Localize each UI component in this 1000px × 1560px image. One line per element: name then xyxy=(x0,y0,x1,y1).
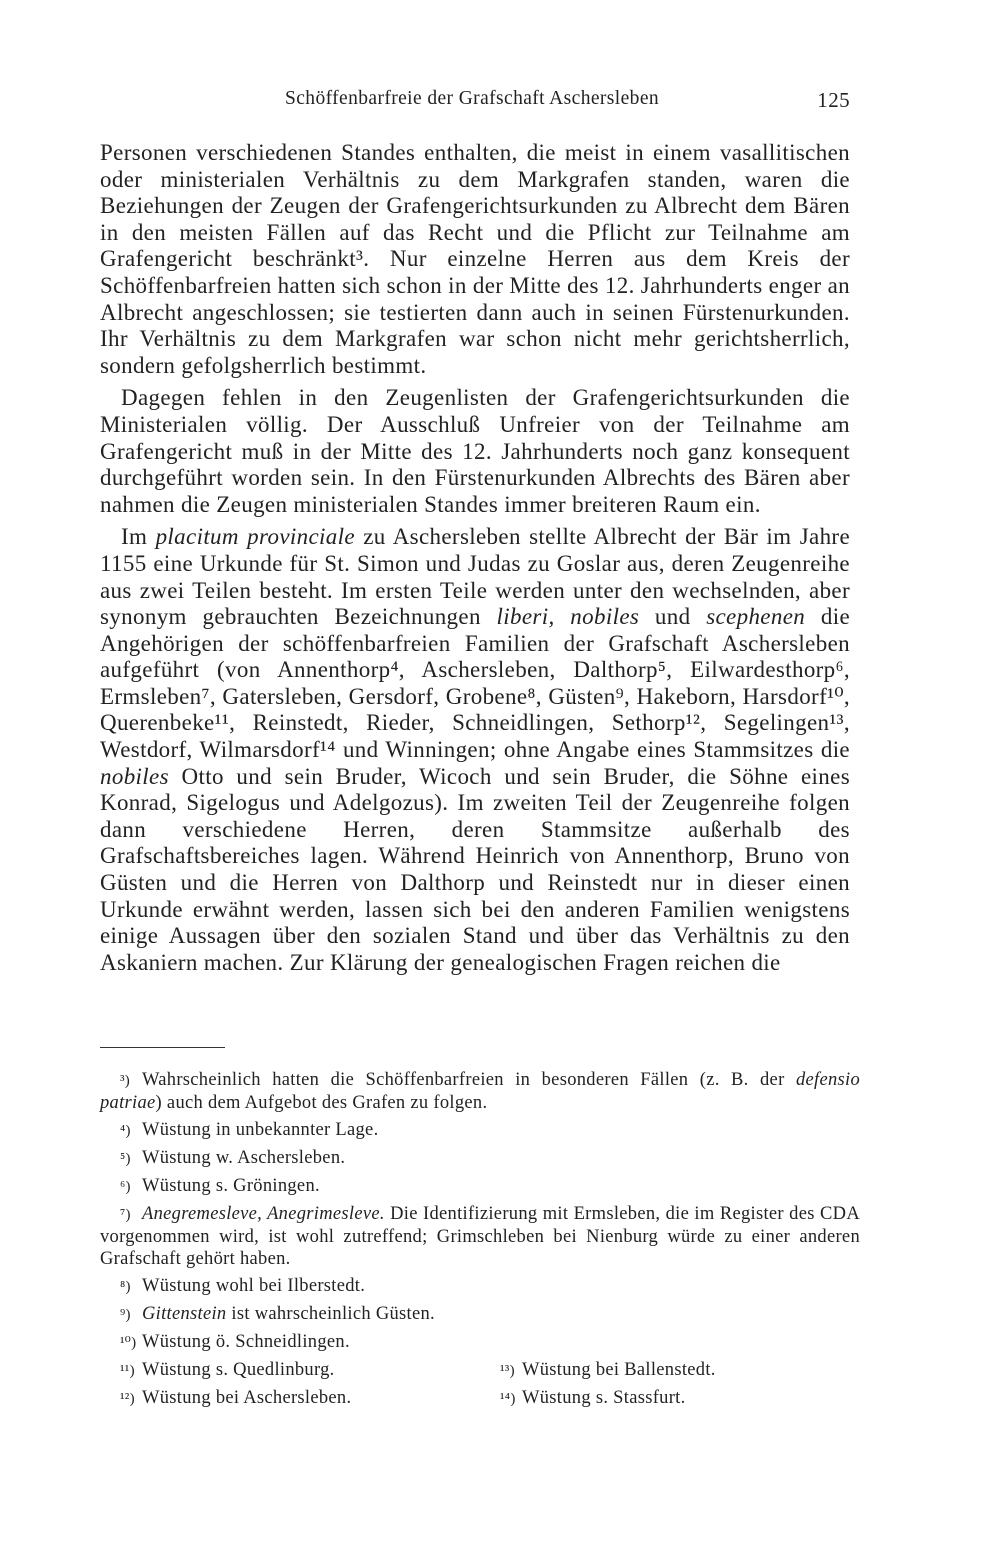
footnote-12 xyxy=(100,1387,480,1410)
main-text xyxy=(100,140,850,976)
footnote-text: Wahrscheinlich hatten die Schöffenbarfreien in besonderen Fällen (z. B. der xyxy=(142,1070,796,1090)
footnote-7 xyxy=(100,1203,860,1270)
footnote-text: ) auch dem Aufgebot des Grafen zu folgen. xyxy=(155,1093,488,1113)
footnote-number: ¹⁰) xyxy=(120,1335,137,1351)
paragraph-3-text-5: Otto und sein Bruder, Wicoch und sein Bruder, die Söhne eines Konrad, Sigelogus und Adelgozus). Im zweiten Teil der Zeugenreihe folgen dann verschiedene Herren, deren Stammsitze außerhalb des Grafschaftsbereiches lagen. Während Heinrich von Annenthorp, Bruno von Güsten und die Herren von Dalthorp und Reinstedt nur in dieser einen Urkunde erwähnt werden, lassen sich bei den anderen Familien wenigstens einige Aussagen über den sozialen Stand und über das Verhältnis zu den Askaniern machen. Zur Klärung der genealogischen Fragen reichen die xyxy=(100,763,850,975)
footnote-4 xyxy=(100,1119,860,1142)
paragraph-3-text-1: Im xyxy=(121,524,156,550)
footnote-text: Wüstung s. Stassfurt. xyxy=(522,1388,686,1408)
footnote-number: ¹¹) xyxy=(120,1363,135,1379)
footnote-9 xyxy=(100,1303,860,1326)
footnote-text: Die Identifizierung mit Ermsleben, die im Register des CDA vorgenommen wird, ist wohl zutreffend; Grimschleben bei Nienburg würde zu einer anderen Grafschaft gehört haben. xyxy=(100,1204,861,1269)
paragraph-3-text-2: zu Aschersleben stellte Albrecht der Bär im Jahre 1155 eine Urkunde für St. Simon und Judas zu Goslar aus, deren Zeugenreihe aus zwei Teilen besteht. Im ersten Teile werden unter den wechselnden, aber synonym gebrauchten Bezeichnungen xyxy=(100,524,851,630)
footnote-italic: Gittenstein xyxy=(142,1304,227,1324)
footnote-number: ³) xyxy=(120,1073,131,1089)
footnote-6 xyxy=(100,1175,860,1198)
paragraph-3-italic-1: placitum provinciale xyxy=(155,524,355,550)
footnote-text: Wüstung ö. Schneidlingen. xyxy=(142,1332,350,1352)
footnote-number: ¹⁴) xyxy=(500,1391,516,1407)
footnote-number: ¹²) xyxy=(120,1391,135,1407)
footnote-italic: defensio patriae xyxy=(100,1070,860,1113)
footnote-text: Wüstung wohl bei Ilberstedt. xyxy=(142,1276,366,1296)
footnote-text: Wüstung w. Aschersleben. xyxy=(142,1148,346,1168)
paragraph-3-italic-2: liberi, nobiles xyxy=(496,604,640,630)
footnote-italic: Anegremesleve, Anegrimesleve. xyxy=(142,1204,385,1224)
footnote-13 xyxy=(480,1359,860,1382)
footnote-text: ist wahrscheinlich Güsten. xyxy=(226,1304,435,1324)
footnote-number: ⁸) xyxy=(120,1279,131,1295)
paragraph-3-italic-3: scephenen xyxy=(706,604,806,630)
page-header xyxy=(100,88,850,124)
paragraph-2: Dagegen fehlen in den Zeugenlisten der Grafengerichtsurkunden die Ministerialen völlig. Der Ausschluß Unfreier von der Teilnahme am Grafengericht muß in der Mitte des 12. Jahrhunderts noch ganz konsequent durchgeführt worden sein. In den Fürstenurkunden Albrechts des Bären aber nahmen die Zeugen ministerialen Standes immer breiteren Raum ein. xyxy=(100,385,850,517)
page-number: 125 xyxy=(817,88,850,112)
footnotes xyxy=(100,1069,860,1415)
footnote-row xyxy=(100,1387,860,1410)
footnote-text: Wüstung s. Gröningen. xyxy=(142,1176,320,1196)
footnote-11 xyxy=(100,1359,480,1382)
footnote-3 xyxy=(100,1069,860,1114)
footnote-14 xyxy=(480,1387,860,1410)
footnote-number: ⁷) xyxy=(120,1207,131,1223)
footnote-number: ⁹) xyxy=(120,1307,131,1323)
footnote-text: Wüstung s. Quedlinburg. xyxy=(142,1360,335,1380)
footnote-8 xyxy=(100,1275,860,1298)
paragraph-3 xyxy=(100,524,850,976)
footnote-text: Wüstung bei Ballenstedt. xyxy=(522,1360,716,1380)
footnote-text: Wüstung bei Aschersleben. xyxy=(142,1388,352,1408)
paragraph-3-italic-4: nobiles xyxy=(100,763,169,789)
footnote-text: Wüstung in unbekannter Lage. xyxy=(142,1120,379,1140)
footnote-number: ¹³) xyxy=(500,1363,515,1379)
footnote-row xyxy=(100,1359,860,1382)
running-title: Schöffenbarfreie der Grafschaft Aschersleben xyxy=(285,88,660,109)
paragraph-1: Personen verschiedenen Standes enthalten, die meist in einem vasallitischen oder ministerialen Verhältnis zu dem Markgrafen standen, waren die Beziehungen der Zeugen der Grafengerichtsurkunden zu Albrecht dem Bären in den meisten Fällen auf das Recht und die Pflicht zur Teilnahme am Grafengericht beschränkt³. Nur einzelne Herren aus dem Kreis der Schöffenbarfreien hatten sich schon in der Mitte des 12. Jahrhunderts enger an Albrecht angeschlossen; sie testierten dann auch in seinen Fürstenurkunden. Ihr Verhältnis zu dem Markgrafen war schon nicht mehr gerichtsherrlich, sondern gefolgsherrlich bestimmt. xyxy=(100,140,850,378)
footnote-number: ⁴) xyxy=(120,1123,131,1139)
paragraph-3-text-4: die Angehörigen der schöffenbarfreien Familien der Grafschaft Aschersleben aufgeführt (von Annenthorp⁴, Aschersleben, Dalthorp⁵, Eilwardesthorp⁶, Ermsleben⁷, Gatersleben, Gersdorf, Grobene⁸, Güsten⁹, Hakeborn, Harsdorf¹⁰, Querenbeke¹¹, Reinstedt, Rieder, Schneidlingen, Sethorp¹², Segelingen¹³, Westdorf, Wilmarsdorf¹⁴ und Winningen; ohne Angabe eines Stammsitzes die xyxy=(100,604,850,763)
footnote-number: ⁶) xyxy=(120,1179,131,1195)
footnote-10 xyxy=(100,1331,860,1354)
footnote-separator xyxy=(100,1047,225,1048)
footnote-5 xyxy=(100,1147,860,1170)
footnote-number: ⁵) xyxy=(120,1151,131,1167)
paragraph-3-text-3: und xyxy=(639,604,707,630)
